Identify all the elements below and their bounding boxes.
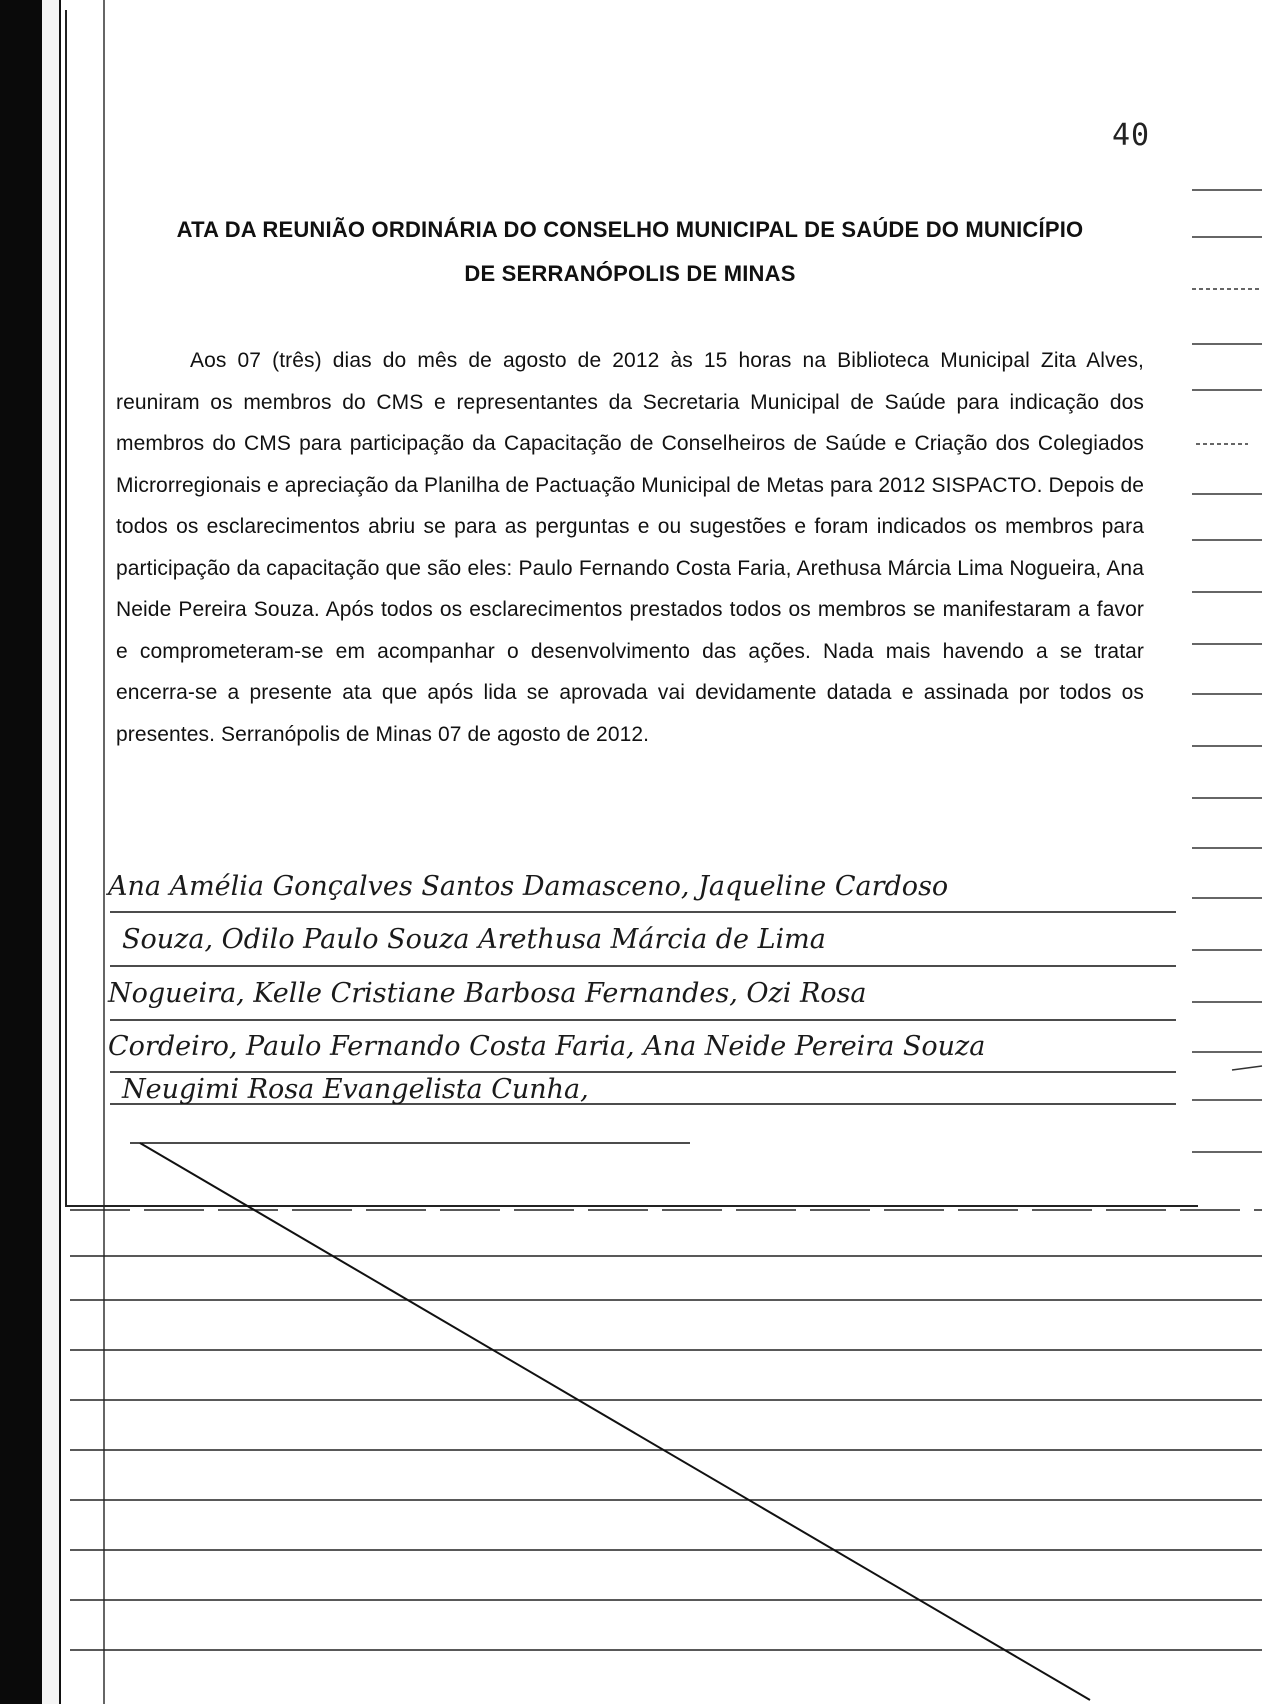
title-line-1: ATA DA REUNIÃO ORDINÁRIA DO CONSELHO MUNICIPAL DE SAÚDE DO MUNICÍPIO: [176, 217, 1084, 242]
cancellation-line: [140, 1143, 1090, 1700]
signature-line-3: Nogueira, Kelle Cristiane Barbosa Fernandes, Ozi Rosa: [108, 978, 867, 1009]
right-ruled-fragments: [1192, 190, 1262, 1152]
binding-strip: [0, 0, 42, 1704]
signature-line-1: Ana Amélia Gonçalves Santos Damasceno, Jaqueline Cardoso: [108, 871, 949, 902]
signatures-block: [108, 873, 1168, 1163]
signature-line-2: Souza, Odilo Paulo Souza Arethusa Márcia de Lima: [122, 924, 826, 955]
signature-line-4: Cordeiro, Paulo Fernando Costa Faria, Ana Neide Pereira Souza: [108, 1031, 986, 1062]
page-number: 40: [1112, 118, 1151, 153]
title-line-2: DE SERRANÓPOLIS DE MINAS: [464, 261, 796, 286]
minutes-body: Aos 07 (três) dias do mês de agosto de 2012 às 15 horas na Biblioteca Municipal Zita Alves, reuniram os membros do CMS e representantes da Secretaria Municipal de Saúde para indicação dos membros do CMS para participação da Capacitação de Conselheiros de Saúde e Criação dos Colegiados Microrregionais e apreciação da Planilha de Pactuação Municipal de Metas para 2012 SISPACTO. Depois de todos os esclarecimentos abriu se para as perguntas e ou sugestões e foram indicados os membros para participação da capacitação que são eles: Paulo Fernando Costa Faria, Arethusa Márcia Lima Nogueira, Ana Neide Pereira Souza. Após todos os esclarecimentos prestados todos os membros se manifestaram a favor e comprometeram-se em acompanhar o desenvolvimento das ações. Nada mais havendo a se tratar encerra-se a presente ata que após lida se aprovada vai devidamente datada e assinada por todos os presentes. Serranópolis de Minas 07 de agosto de 2012.: [116, 349, 1144, 746]
document-title: [110, 208, 1150, 296]
lower-ruled-lines: [70, 1210, 1262, 1650]
signature-line-5: Neugimi Rosa Evangelista Cunha,: [122, 1074, 589, 1105]
